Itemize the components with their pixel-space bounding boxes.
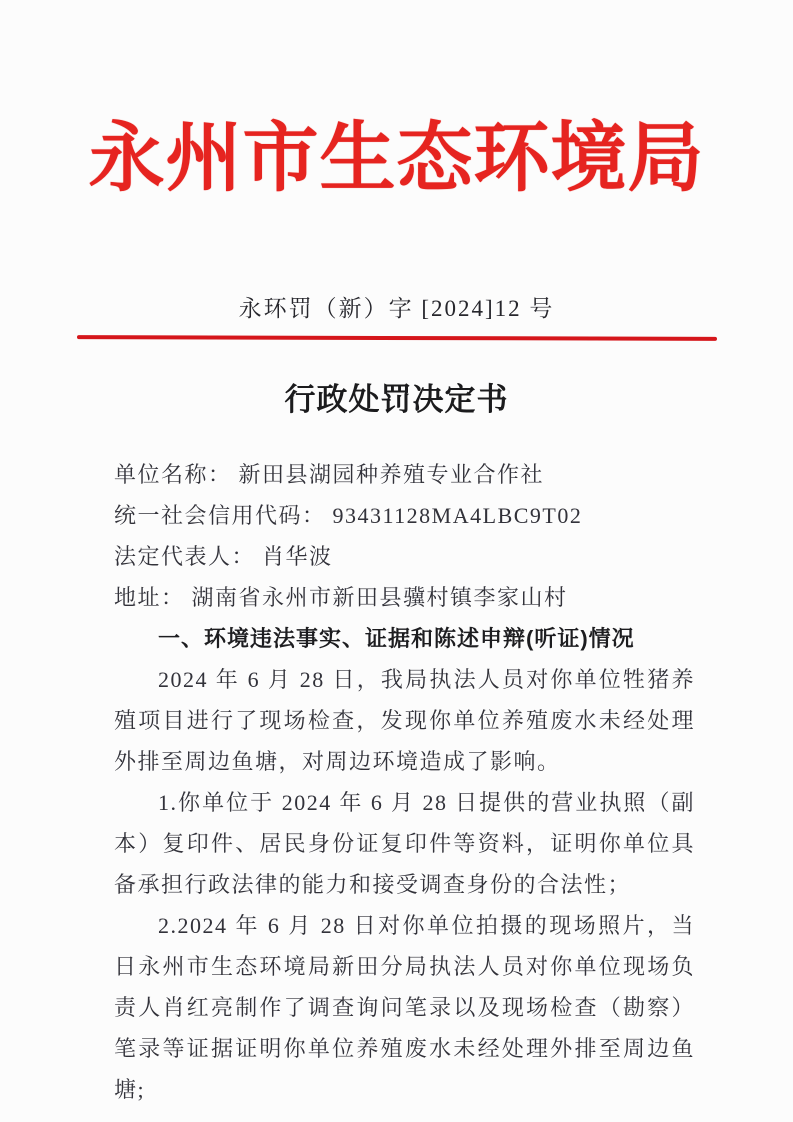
body-paragraph-evidence-1: 1.你单位于 2024 年 6 月 28 日提供的营业执照（副本）复印件、居民身份证复印件等资料，证明你单位具备承担行政法律的能力和接受调查身份的合法性； bbox=[114, 790, 695, 897]
agency-letterhead: 永州市生态环境局 bbox=[88, 117, 705, 201]
section-heading-violation-facts: 一、环境违法事实、证据和陈述申辩(听证)情况 bbox=[158, 626, 635, 651]
info-line-legal-representative: 法定代表人： 肖华波 bbox=[114, 544, 333, 569]
document-body bbox=[114, 454, 695, 1110]
info-line-credit-code: 统一社会信用代码： 93431128MA4LBC9T02 bbox=[114, 503, 583, 528]
document-title: 行政处罚决定书 bbox=[284, 382, 509, 417]
body-paragraph-inspection: 2024 年 6 月 28 日，我局执法人员对你单位牲猪养殖项目进行了现场检查，发现你单位养殖废水未经处理外排至周边鱼塘，对周边环境造成了影响。 bbox=[114, 667, 695, 774]
body-paragraph-evidence-2: 2.2024 年 6 月 28 日对你单位拍摄的现场照片，当日永州市生态环境局新田分局执法人员对你单位现场负责人肖红亮制作了调查询问笔录以及现场检查（勘察）笔录等证据证明你单位养殖废水未经处理外排至周边鱼塘; bbox=[114, 913, 695, 1102]
info-line-address: 地址： 湖南省永州市新田县骥村镇李家山村 bbox=[114, 585, 568, 610]
red-divider-line bbox=[76, 335, 716, 341]
info-line-unit-name: 单位名称： 新田县湖园种养殖专业合作社 bbox=[114, 462, 545, 487]
document-number: 永环罚（新）字 [2024]12 号 bbox=[238, 296, 555, 321]
